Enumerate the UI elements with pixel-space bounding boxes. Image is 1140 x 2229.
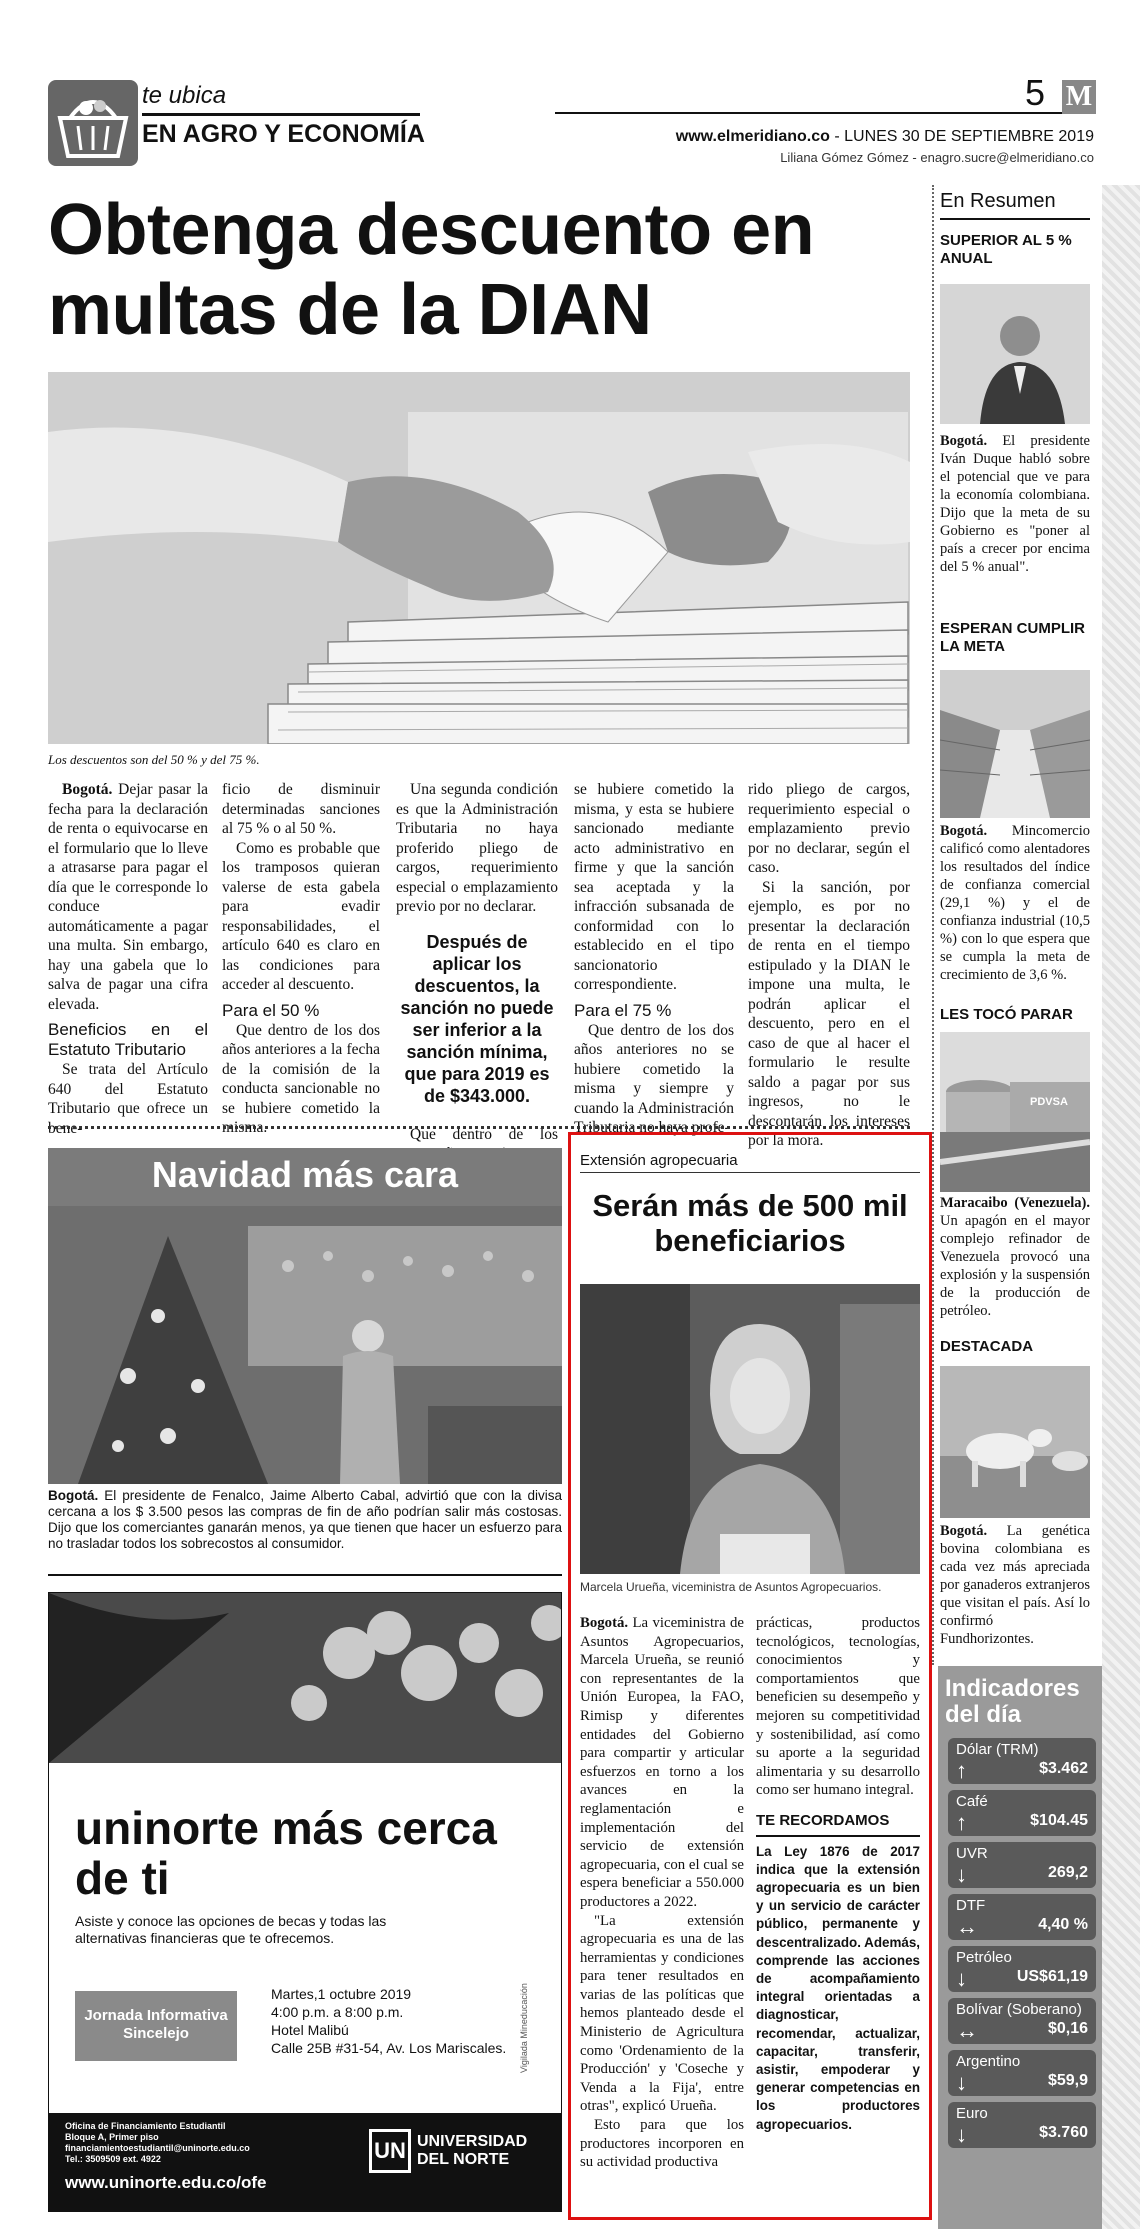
indicator-value: 269,2: [1047, 1864, 1088, 1881]
paragraph: La viceministra de Asuntos Agropecuarios, Marcela Urueña, se reunió con representantes de la Unión Europea, la FAO, Rimisp y diferentes entidades del Gobierno para compartir y articular esfuerzos en torno a los avances en la reglamentación e implementación del servicio de extensión agropecuaria, con el cual se espera beneficiar a 550.000 productores a 2022.: [580, 1615, 744, 1910]
brief-text: [940, 822, 1090, 984]
flowers-photo: [49, 1593, 562, 1763]
logo-line: DEL NORTE: [417, 2151, 510, 2168]
office-email[interactable]: financiamientoestudiantil@uninorte.edu.co: [65, 2143, 250, 2153]
indicator-card: [948, 1842, 1096, 1888]
section-kicker: te ubica: [142, 82, 227, 109]
office-line: Bloque A, Primer piso: [65, 2132, 159, 2142]
section-rule: [142, 113, 420, 116]
paragraph: Se trata del Artículo 640 del Estatuto Tributario que ofrece un bene-: [48, 1061, 208, 1137]
indicator-name: Bolívar (Soberano): [956, 2001, 1082, 2018]
christmas-store-photo: [48, 1206, 562, 1484]
uninorte-ad[interactable]: [48, 1592, 562, 2212]
indicators-title: Indicadores del día: [945, 1675, 1080, 1728]
header-rule: [555, 112, 1095, 114]
main-column-5: [748, 780, 910, 1151]
brief-text: [940, 432, 1090, 576]
indicator-value: US$61,19: [1016, 1968, 1088, 1985]
indicator-value: 4,40 %: [1038, 1916, 1088, 1933]
pdvsa-sign: PDVSA: [1030, 1096, 1068, 1108]
indicator-value: $0,16: [1047, 2020, 1088, 2037]
kicker-rule: [580, 1172, 920, 1173]
article-photo-caption: Marcela Urueña, viceministra de Asuntos Agropecuarios.: [580, 1580, 882, 1594]
paragraph: prácticas, productos tecnológicos, tecnologías, conocimientos y comportamientos que beneficien su desempeño y mejoren su competitividad y sostenibilidad, así como su aporte a la seguridad alimentaria y su desarrollo como ser humano integral.: [756, 1615, 920, 1799]
recordamos-heading: TE RECORDAMOS: [756, 1812, 920, 1837]
brief-text: [940, 1522, 1090, 1648]
pull-quote: Después de aplicar los descuentos, la sanción no puede ser inferior a la sanción mínima, que para 2019 es de $343.000.: [400, 931, 554, 1106]
paperwork-photo: [48, 372, 910, 744]
ad-top-rule: [48, 1574, 562, 1576]
trend-arrow-icon: ↓: [956, 2122, 967, 2147]
event-place: Hotel Malibú: [271, 2022, 349, 2038]
vigilada-text: Vigilada Mineducación: [519, 1983, 529, 2073]
indicator-card: [948, 2102, 1096, 2148]
trend-arrow-icon: ↑: [956, 1810, 967, 1835]
lead-city: Bogotá.: [940, 433, 988, 449]
indicator-card: [948, 1894, 1096, 1940]
trend-arrow-icon: ↓: [956, 1966, 967, 1991]
trend-arrow-icon: ↔: [956, 2018, 978, 2043]
article-kicker: Extensión agropecuaria: [580, 1152, 738, 1169]
brief-title: LES TOCÓ PARAR: [940, 1006, 1073, 1023]
site-url[interactable]: www.elmeridiano.co: [675, 128, 830, 145]
trend-arrow-icon: ↔: [956, 1914, 978, 1939]
basket-logo-icon: [48, 80, 138, 166]
ad-url[interactable]: www.uninorte.edu.co/ofe: [65, 2173, 267, 2192]
paragraph: Si la sanción, por ejemplo, es por no presentar la declaración de renta en el tiempo estipulado y la DIAN le impone una multa, le podrán aplicar el descuento, pero en el caso de que al hacer el formulario le resulte saldo a pagar por sus ingresos, no le descontarán los intereses por la mora.: [748, 878, 910, 1149]
cattle-photo: [940, 1366, 1090, 1518]
brief-title: ESPERAN CUMPLIR LA META: [940, 620, 1086, 655]
meridiano-logo: M: [1062, 80, 1096, 114]
navidad-title: Navidad más cara: [151, 1154, 459, 1195]
paragraph: Dejar pasar la fecha para la declaración de renta o equivocarse en el formulario que lo lleve a atrasarse para pagar el día que le corresponde lo conduce automáticamente a pagar una multa. Sin embargo, hay una gabela que lo salva de pagar una cifra elevada.: [48, 781, 209, 1013]
main-photo-caption: Los descuentos son del 50 % y del 75 %.: [48, 752, 260, 767]
uninorte-logo-icon: UN: [369, 2129, 411, 2173]
indicator-card: [948, 2050, 1096, 2096]
paragraph: Esto para que los productores incorporen en su actividad productiva: [580, 2117, 744, 2171]
brief-body: La genética bovina colombiana es cada vez más apreciada por ganaderos extranjeros que visitan el país. Así lo confirmó Fundhorizontes.: [940, 1523, 1090, 1647]
indicator-card: [948, 1790, 1096, 1836]
office-phone: Tel.: 3509509 ext. 4922: [65, 2154, 161, 2164]
indicator-value: $3.462: [1039, 1760, 1088, 1777]
lead-city: Bogotá.: [580, 1615, 629, 1631]
trend-arrow-icon: ↓: [956, 2070, 967, 2095]
paragraph: "La extensión agropecuaria es una de las herramientas y condiciones para tener resultados en varias de las políticas que hemos planteado desde el Ministerio de Agricultura como 'Ordenamiento de la Producción' y 'Coseche y Venda a la Fija', entre otras", explicó Urueña.: [580, 1912, 744, 2115]
indicator-name: Petróleo: [956, 1949, 1012, 1966]
ad-headline: uninorte más cerca de ti: [75, 1802, 497, 1904]
paragraph: Que dentro de los dos años anteriores a la fecha de la comisión de la conducta sancionable no se hubiere cometido la misma.: [222, 1021, 380, 1136]
refinery-photo: [940, 1032, 1090, 1192]
article-column-1: [580, 1614, 744, 2172]
logo-line: UNIVERSIDAD: [417, 2133, 528, 2150]
event-time: 4:00 p.m. a 8:00 p.m.: [271, 2004, 404, 2020]
lead-city: Bogotá.: [940, 1523, 988, 1539]
subheading: Para el 75 %: [574, 1000, 672, 1020]
indicator-card: [948, 1738, 1096, 1784]
main-column-3: [396, 780, 558, 1164]
lead-city: Bogotá.: [940, 823, 988, 839]
viceministra-photo: [580, 1284, 920, 1574]
brief-body: Un apagón en el mayor complejo refinador de Venezuela provocó una explosión y la suspensión de la producción de petróleo.: [940, 1213, 1090, 1319]
brief-body: El presidente Iván Duque habló sobre el potencial que ve para la economía colombiana. Dijo que la meta de su Gobierno es "poner al país a crecer por encima del 5 % anual".: [940, 433, 1090, 575]
sidebar-title: En Resumen: [940, 190, 1056, 212]
paragraph: Una segunda condición es que la Administración Tributaria no haya proferido pliego de cargos, requerimiento especial o emplazamiento previo por no declarar.: [396, 781, 558, 915]
sidebar-divider: [932, 185, 935, 1665]
subheading: Para el 50 %: [222, 1000, 320, 1020]
indicator-name: Café: [956, 1793, 988, 1810]
main-column-4: [574, 780, 734, 1138]
brief-body: Mincomercio calificó como alentadores los resultados del índice de confianza comercial (29,1 %) y el de confianza industrial (10,5 %) con lo que espera que se cumpla la meta de crecimiento de 3,6 %.: [940, 823, 1090, 983]
dateline: www.elmeridiano.co - LUNES 30 DE SEPTIEMBRE 2019: [675, 128, 1094, 145]
paragraph: rido pliego de cargos, requerimiento especial o emplazamiento previo por no declarar, según el caso.: [748, 781, 910, 876]
subheading: Beneficios en el Estatuto Tributario: [48, 1020, 208, 1059]
navidad-caption: [48, 1488, 562, 1552]
article-column-2: [756, 1614, 920, 2134]
office-info: [65, 2121, 250, 2165]
lead-city: Maracaibo (Venezuela).: [940, 1195, 1090, 1211]
recordamos-text: La Ley 1876 de 2017 indica que la extensión agropecuaria es un bien y un servicio de carácter público, permanente y descentralizado. Además, comprende las acciones de acompañamiento integral orientadas a diagnosticar, recomendar, actualizar, capacitar, transferir, asistir, empoderar y generar competencias en los productores agropecuarios.: [756, 1843, 920, 2132]
event-date: Martes,1 octubre 2019: [271, 1986, 412, 2002]
indicator-value: $104.45: [1030, 1812, 1088, 1829]
indicator-name: Euro: [956, 2105, 988, 2122]
caption-body: El presidente de Fenalco, Jaime Alberto Cabal, advirtió que con la divisa cercana a los $ 3.500 pesos las compras de fin de año podrían salir más costosas. Dijo que los comerciantes ganarán menos, ya que tienen que hacer un esfuerzo para no trasladar todos los sobrecostos al consumidor.: [48, 1488, 562, 1551]
paragraph: se hubiere cometido la misma, y esta se hubiere sancionado mediante acto administrativo en firme y que la sanción sea aceptada y la infracción subsanada de conformidad con lo establecido en el tipo sancionatorio correspondiente.: [574, 781, 734, 993]
event-address: Calle 25B #31-54, Av. Los Mariscales.: [271, 2040, 507, 2056]
paragraph: Que dentro de los: [410, 1125, 558, 1143]
lead-city: Bogotá.: [62, 781, 113, 798]
paragraph: Como es probable que los tramposos quieran valerse de esta gabela para evadir responsabilidades, el artículo 640 es claro en las condiciones para acceder al descuento.: [222, 839, 380, 993]
paragraph: Que dentro de los dos años anteriores no se hubiere cometido la misma y siempre y cuando la Administración Tributaria no haya profe-: [574, 1021, 734, 1136]
event-name-badge: Jornada Informativa Sincelejo: [75, 1991, 237, 2061]
brief-title: DESTACADA: [940, 1338, 1034, 1355]
indicator-value: $3.760: [1039, 2124, 1088, 2141]
indicator-card: [948, 1998, 1096, 2044]
issue-date: LUNES 30 DE SEPTIEMBRE 2019: [844, 128, 1094, 145]
dotted-divider: [48, 1126, 910, 1129]
sidebar-rule: [940, 218, 1090, 220]
uninorte-logo-text: [417, 2133, 527, 2169]
paragraph: ficio de disminuir determinadas sanciones al 75 % o al 50 %.: [222, 781, 380, 837]
article-headline: Serán más de 500 mil beneficiarios: [592, 1188, 908, 1258]
brief-text: [940, 1194, 1090, 1320]
brief-title: SUPERIOR AL 5 % ANUAL: [940, 232, 1072, 267]
president-photo: [940, 284, 1090, 424]
indicator-name: DTF: [956, 1897, 986, 1914]
indicator-card: [948, 1946, 1096, 1992]
page-number: 5: [1025, 72, 1046, 113]
indicator-value: $59,9: [1047, 2072, 1088, 2089]
lead-city: Bogotá.: [48, 1488, 99, 1503]
main-column-1: [48, 780, 208, 1138]
office-line: Oficina de Financiamiento Estudiantil: [65, 2121, 226, 2131]
indicator-name: UVR: [956, 1845, 988, 1862]
event-details: [271, 1985, 506, 2057]
main-column-2: [222, 780, 380, 1138]
indicator-name: Dólar (TRM): [956, 1741, 1039, 1758]
trend-arrow-icon: ↑: [956, 1758, 967, 1783]
author-line: Liliana Gómez Gómez - enagro.sucre@elmeridiano.co: [780, 150, 1094, 165]
indicator-name: Argentino: [956, 2053, 1021, 2070]
main-headline: Obtenga descuento en multas de la DIAN: [48, 190, 815, 350]
trend-arrow-icon: ↓: [956, 1862, 967, 1887]
page-margin-texture: [1102, 185, 1140, 2229]
ad-subtext: Asiste y conoce las opciones de becas y todas las alternativas financieras que te ofrecemos.: [75, 1913, 387, 1946]
section-title: EN AGRO Y ECONOMÍA: [142, 120, 425, 148]
supermarket-photo: [940, 670, 1090, 818]
